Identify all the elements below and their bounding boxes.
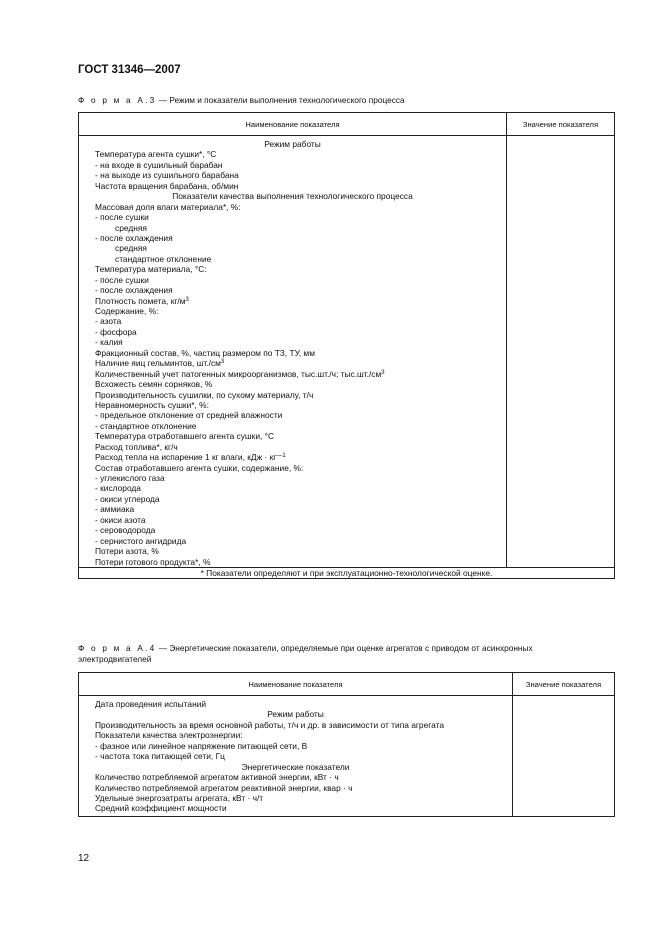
indicator-row [95, 264, 506, 274]
indicator-row [95, 160, 506, 170]
indicator-row [95, 557, 506, 567]
row-text: Температура материала, °С: [95, 264, 207, 275]
indicator-row [95, 793, 512, 803]
section-heading [95, 762, 512, 772]
form-a3-label: Ф о р м а А.3 [78, 95, 157, 105]
form-a4-table [78, 672, 615, 817]
row-text: Плотность помета, кг/м [95, 295, 186, 306]
row-text: Режим работы [264, 139, 321, 149]
form-a4-label: Ф о р м а А.4 [78, 643, 157, 653]
row-text: Производительность сушилки, по сухому материалу, т/ч [95, 389, 314, 400]
form-a4-col-name: Наименование показателя [79, 673, 513, 696]
row-text: Потери готового продукта*, % [95, 556, 211, 567]
indicator-row [95, 410, 506, 420]
row-text: - после сушки [95, 212, 149, 223]
form-a3-rows [79, 136, 506, 567]
form-a3-col-value: Значение показателя [507, 113, 615, 136]
form-a3-table [78, 112, 615, 579]
row-text: Температура отработавшего агента сушки, °С [95, 431, 275, 442]
indicator-row [95, 223, 506, 233]
indicator-row [95, 316, 506, 326]
form-a4-title-line2: электродвигателей [78, 654, 152, 664]
row-text: - фазное или линейное напряжение питающей сети, В [95, 740, 308, 751]
indicator-row [95, 327, 506, 337]
row-text: Количество потребляемой агрегатом реактивной энергии, квар · ч [95, 782, 353, 793]
row-text: Количество потребляемой агрегатом активной энергии, кВт · ч [95, 772, 339, 783]
indicator-row [95, 379, 506, 389]
form-a3-value-cell [507, 136, 615, 568]
indicator-row [95, 181, 506, 191]
row-text: Расход топлива*, кг/ч [95, 441, 178, 452]
row-text: Производительность за время основной работы, т/ч и др. в зависимости от типа агрегата [95, 719, 444, 730]
indicator-row [95, 149, 506, 159]
indicator-row [95, 515, 506, 525]
indicator-row [95, 431, 506, 441]
row-text: стандартное отклонение [115, 253, 212, 264]
indicator-row [95, 483, 506, 493]
form-a3-footnote: * Показатели определяют и при эксплуатационно-технологической оценке. [79, 567, 615, 578]
indicator-row [95, 803, 512, 813]
section-heading [95, 191, 506, 201]
row-text: - окиси азота [95, 514, 146, 525]
indicator-row [95, 243, 506, 253]
form-a3-name-cell [79, 136, 507, 568]
row-text: - фосфора [95, 326, 137, 337]
indicator-row [95, 337, 506, 347]
row-text: - после охлаждения [95, 285, 173, 296]
row-text: - на выходе из сушильного барабана [95, 170, 239, 181]
indicator-row [95, 275, 506, 285]
row-text: Средний коэффициент мощности [95, 803, 227, 814]
row-text: - калия [95, 337, 123, 348]
form-a4-title-line1: — Энергетические показатели, определяемые при оценке агрегатов с приводом от асинхронных [156, 643, 533, 653]
row-text: Удельные энергозатраты агрегата, кВт · ч/т [95, 792, 264, 803]
row-text: - после охлаждения [95, 232, 173, 243]
indicator-row [95, 421, 506, 431]
row-text: Массовая доля влаги материала*, %: [95, 201, 241, 212]
row-text: Показатели качества электроэнергии: [95, 730, 243, 741]
document-header: ГОСТ 31346—2007 [78, 64, 181, 76]
indicator-row [95, 358, 506, 368]
row-text: Всхожесть семян сорняков, % [95, 379, 213, 390]
row-text: Состав отработавшего агента сушки, содержание, %: [95, 462, 304, 473]
row-text: Количественный учет патогенных микроорганизмов, тыс.шт./ч; тыс.шт./см [95, 368, 382, 379]
indicator-row [95, 442, 506, 452]
row-text: Энергетические показатели [241, 761, 350, 772]
form-a4-rows [79, 696, 512, 816]
page-number: 12 [78, 853, 90, 864]
indicator-row [95, 546, 506, 556]
row-text: - сероводорода [95, 525, 156, 536]
indicator-row [95, 699, 512, 709]
indicator-row [95, 390, 506, 400]
row-superscript: —1 [276, 453, 286, 460]
row-superscript: 3 [185, 296, 189, 303]
indicator-row [95, 369, 506, 379]
form-a4-col-value: Значение показателя [513, 673, 615, 696]
row-text: Частота вращения барабана, об/мин [95, 180, 239, 191]
row-text: - углекислого газа [95, 473, 165, 483]
form-a4-value-cell [513, 696, 615, 817]
indicator-row [95, 525, 506, 535]
form-a3-caption [78, 95, 405, 106]
row-text: Расход тепла на испарение 1 кг влаги, кДж · кг [95, 452, 277, 463]
row-text: Содержание, %: [95, 306, 159, 316]
indicator-row [95, 170, 506, 180]
row-text: Потери азота, % [95, 546, 159, 557]
indicator-row [95, 285, 506, 295]
indicator-row [95, 306, 506, 316]
row-text: - после сушки [95, 274, 149, 285]
row-text: Температура агента сушки*, °С [95, 149, 217, 160]
row-text: средняя [115, 243, 147, 254]
indicator-row [95, 730, 512, 740]
indicator-row [95, 473, 506, 483]
form-a4-name-cell [79, 696, 513, 817]
indicator-row [95, 741, 512, 751]
indicator-row [95, 504, 506, 514]
row-text: - аммиака [95, 504, 135, 515]
row-text: Дата проведения испытаний [95, 699, 207, 709]
indicator-row [95, 536, 506, 546]
row-text: - на входе в сушильный барабан [95, 159, 223, 170]
row-superscript: 3 [220, 359, 225, 366]
row-text: - частота тока питающей сети, Гц [95, 751, 225, 762]
form-a4-caption [78, 643, 615, 665]
section-heading [95, 139, 506, 149]
indicator-row [95, 783, 512, 793]
indicator-row [95, 751, 512, 761]
row-text: - окиси углерода [95, 493, 160, 504]
indicator-row [95, 254, 506, 264]
row-text: Наличие яиц гельминтов, шт./см [95, 358, 221, 369]
row-superscript: 3 [381, 369, 385, 376]
form-a3-title: — Режим и показатели выполнения технологического процесса [156, 95, 405, 105]
row-text: - кислорода [95, 483, 141, 494]
indicator-row [95, 452, 506, 462]
indicator-row [95, 463, 506, 473]
row-text: - азота [95, 316, 122, 327]
row-text: Режим работы [267, 709, 324, 720]
indicator-row [95, 233, 506, 243]
form-a3-col-name: Наименование показателя [79, 113, 507, 136]
row-text: Фракционный состав, %, частиц размером по ТЗ, ТУ, мм [95, 347, 315, 358]
row-text: средняя [115, 222, 147, 233]
indicator-row [95, 296, 506, 306]
row-text: - стандартное отклонение [95, 420, 197, 431]
indicator-row [95, 720, 512, 730]
row-text: - предельное отклонение от средней влажности [95, 410, 283, 421]
indicator-row [95, 772, 512, 782]
indicator-row [95, 348, 506, 358]
row-text: - сернистого ангидрида [95, 535, 187, 546]
indicator-row [95, 212, 506, 222]
indicator-row [95, 494, 506, 504]
row-text: Показатели качества выполнения технологического процесса [172, 191, 413, 202]
indicator-row [95, 202, 506, 212]
section-heading [95, 709, 512, 719]
row-text: Неравномерность сушки*, %: [95, 399, 209, 410]
indicator-row [95, 400, 506, 410]
